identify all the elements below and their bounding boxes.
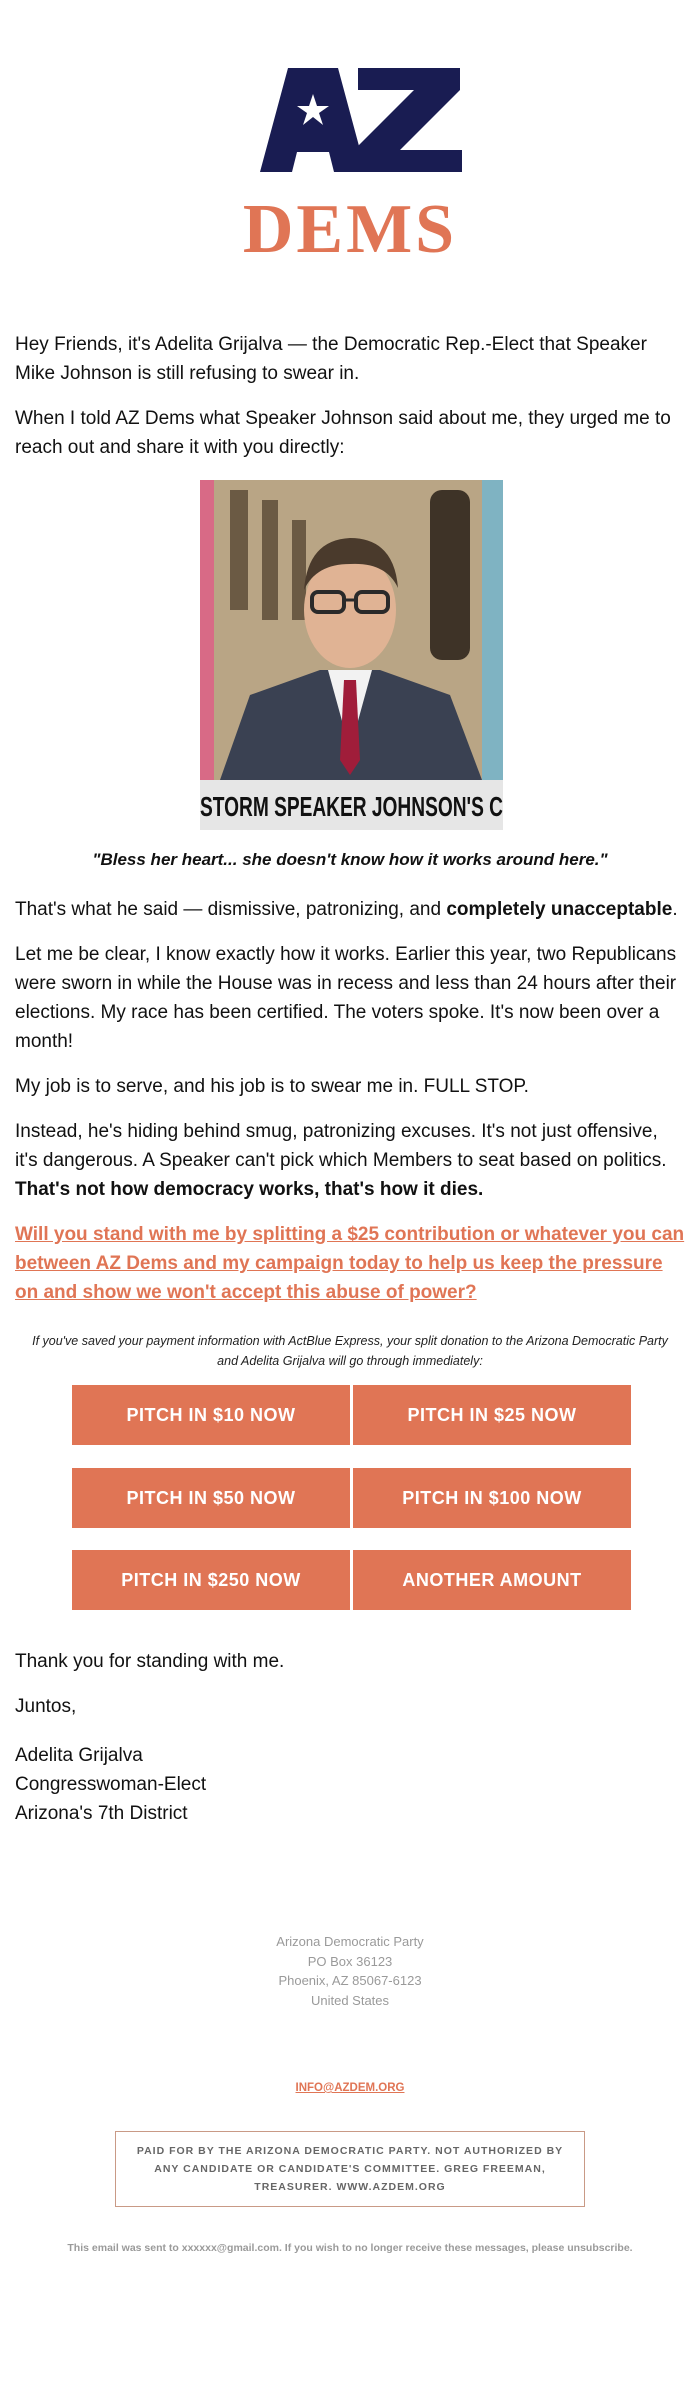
footer-address: [0, 1932, 700, 2010]
pitch-in-50-button[interactable]: PITCH IN $50 NOW: [72, 1468, 350, 1528]
body-paragraph-6: Instead, he's hiding behind smug, patronizing excuses. It's not just offensive, it's dangerous. A Speaker can't pick which Members to seat based on politics. That's not how democracy works, that's how it dies.: [15, 1121, 667, 1200]
signature-title: Congresswoman-Elect: [15, 1774, 207, 1795]
signature-name: Adelita Grijalva: [15, 1745, 143, 1766]
pitch-in-100-button[interactable]: PITCH IN $100 NOW: [353, 1468, 631, 1528]
another-amount-button[interactable]: ANOTHER AMOUNT: [353, 1550, 631, 1610]
intro-section: [15, 330, 685, 478]
body-paragraph-3: That's what he said — dismissive, patronizing, and completely unacceptable.: [15, 899, 678, 920]
paid-for-disclaimer: PAID FOR BY THE ARIZONA DEMOCRATIC PARTY. NOT AUTHORIZED BY ANY CANDIDATE OR CANDIDATE'S COMMITTEE. GREG FREEMAN, TREASURER. WWW.AZDEM.ORG: [115, 2131, 585, 2207]
body-section: [15, 895, 685, 1323]
pitch-in-25-button[interactable]: PITCH IN $25 NOW: [353, 1385, 631, 1445]
intro-paragraph-2: When I told AZ Dems what Speaker Johnson said about me, they urged me to reach out and share it with you directly:: [15, 408, 671, 458]
footer-email-link[interactable]: INFO@AZDEM.ORG: [295, 2082, 405, 2094]
closing-thanks: Thank you for standing with me.: [15, 1651, 285, 1672]
footer-org: Arizona Democratic Party: [276, 1934, 424, 1949]
footer-pobox: PO Box 36123: [307, 1953, 393, 1969]
pitch-in-250-button[interactable]: PITCH IN $250 NOW: [72, 1550, 350, 1610]
az-dems-logo: [230, 60, 470, 268]
signature-district: Arizona's 7th District: [15, 1803, 188, 1824]
closing-signoff: Juntos,: [15, 1696, 77, 1717]
johnson-quote: "Bless her heart... she doesn't know how it works around here.": [92, 850, 608, 869]
photo-banner-text: STORM SPEAKER JOHNSON'S C: [200, 791, 503, 822]
pitch-in-10-button[interactable]: PITCH IN $10 NOW: [72, 1385, 350, 1445]
footer-city: Phoenix, AZ 85067-6123: [278, 1973, 422, 1988]
logo-dems-text: DEMS: [242, 191, 458, 268]
actblue-express-note: If you've saved your payment information with ActBlue Express, your split donation to the Arizona Democratic Party and Adelita Grijalva will go through immediately:: [32, 1334, 668, 1368]
body-paragraph-5: My job is to serve, and his job is to swear me in. FULL STOP.: [15, 1076, 529, 1097]
body-paragraph-4: Let me be clear, I know exactly how it works. Earlier this year, two Republicans were sworn in while the House was in recess and less than 24 hours after their elections. My race has been certified. The voters spoke. It's now been over a month!: [15, 944, 677, 1052]
footer-country: United States: [310, 1992, 390, 2008]
donation-ask-link[interactable]: Will you stand with me by splitting a $25 contribution or whatever you can between AZ Dems and my campaign today to help us keep the pressure on and show we won't accept this abuse of power?: [15, 1224, 685, 1303]
speaker-johnson-photo: [200, 480, 503, 830]
intro-paragraph-1: Hey Friends, it's Adelita Grijalva — the Democratic Rep.-Elect that Speaker Mike Johnson is still refusing to swear in.: [15, 334, 647, 384]
unsubscribe-note[interactable]: This email was sent to xxxxxx@gmail.com. If you wish to no longer receive these messages, please unsubscribe.: [67, 2242, 633, 2254]
